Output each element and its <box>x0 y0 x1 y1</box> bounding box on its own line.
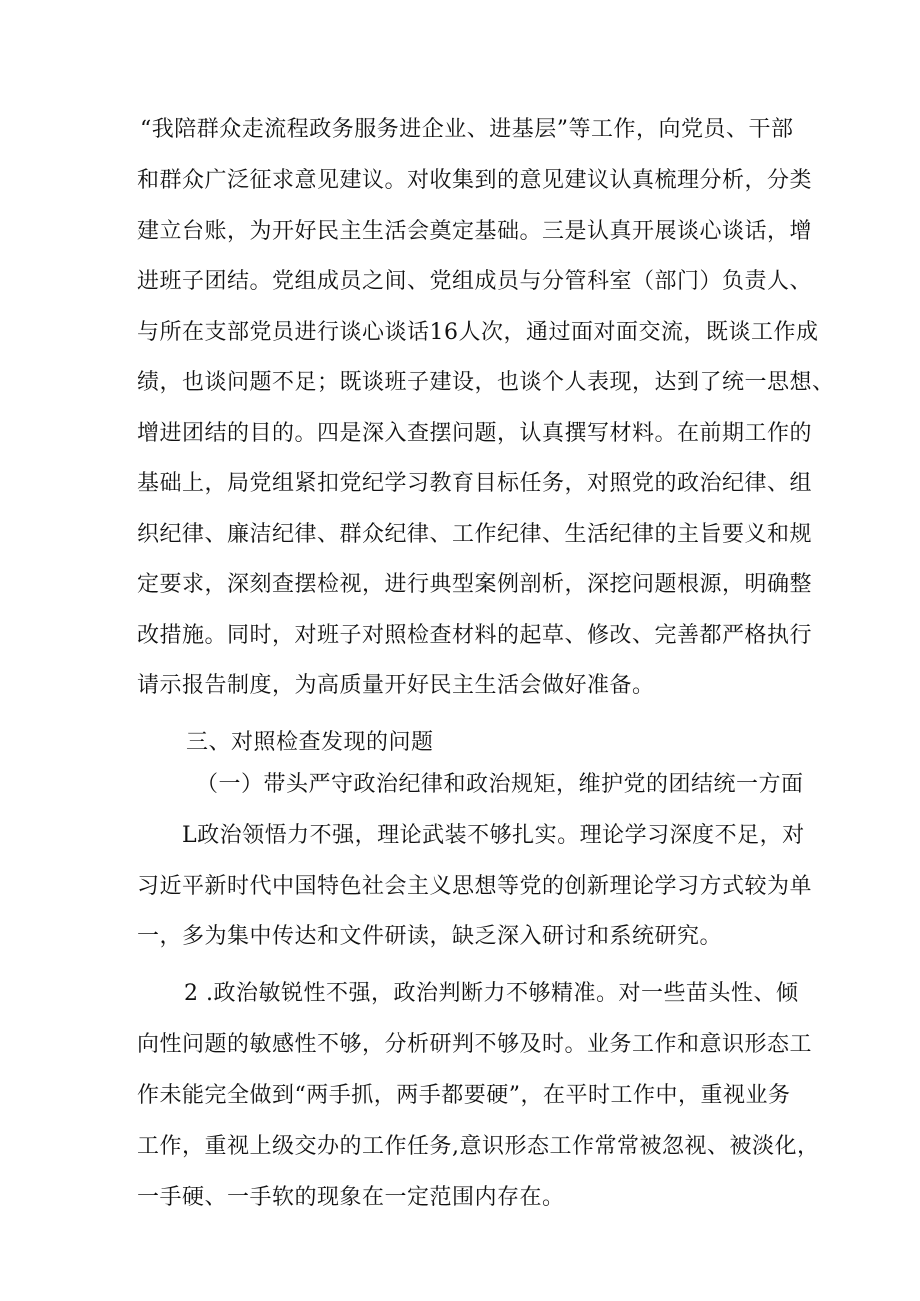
body-line: 习近平新时代中国特色社会主义思想等党的创新理论学习方式较为单 <box>137 874 813 899</box>
body-line: 工作，重视上级交办的工作任务,意识形态工作常常被忽视、被淡化， <box>137 1134 820 1159</box>
subsection-heading: （一）带头严守政治纪律和政治规矩，维护党的团结统一方面 <box>196 772 804 797</box>
body-line: 改措施。同时，对班子对照检查材料的起草、修改、完善都严格执行 <box>137 623 813 648</box>
body-line: 向性问题的敏感性不够，分析研判不够及时。业务工作和意识形态工 <box>137 1032 813 1057</box>
section-heading: 三、对照检查发现的问题 <box>186 730 434 755</box>
body-line: 请示报告制度，为高质量开好民主生活会做好准备。 <box>137 673 655 698</box>
body-line: 建立台账，为开好民主生活会奠定基础。三是认真开展谈心谈话，增 <box>137 219 813 244</box>
body-line: 作未能完全做到“两手抓，两手都要硬”，在平时工作中，重视业务 <box>137 1083 791 1108</box>
body-line: 增进团结的目的。四是深入查摆问题，认真撰写材料。在前期工作的 <box>137 421 813 446</box>
body-line: 基础上，局党组紧扣党纪学习教育目标任务，对照党的政治纪律、组 <box>137 471 813 496</box>
body-line: 一手硬、一手软的现象在一定范围内存在。 <box>137 1185 565 1210</box>
body-line: 定要求，深刻查摆检视，进行典型案例剖析，深挖问题根源，明确整 <box>137 572 813 597</box>
body-line: 进班子团结。党组成员之间、党组成员与分管科室（部门）负责人、 <box>137 269 813 294</box>
body-line: 织纪律、廉洁纪律、群众纪律、工作纪律、生活纪律的主旨要义和规 <box>137 522 813 547</box>
body-line: 和群众广泛征求意见建议。对收集到的意见建议认真梳理分析，分类 <box>137 168 813 193</box>
body-line: 一，多为集中传达和文件研读，缺乏深入研讨和系统研究。 <box>137 924 723 949</box>
body-line: “我陪群众走流程政务服务进企业、进基层”等工作，向党员、干部 <box>140 117 794 142</box>
body-line: 绩，也谈问题不足；既谈班子建设，也谈个人表现，达到了统一思想、 <box>137 370 835 395</box>
body-line: 与所在支部党员进行谈心谈话16人次，通过面对面交流，既谈工作成 <box>137 320 819 345</box>
body-line: 2 .政治敏锐性不强，政治判断力不够精准。对一些苗头性、倾 <box>184 981 799 1006</box>
body-line: L政治领悟力不强，理论武装不够扎实。理论学习深度不足，对 <box>182 823 805 848</box>
